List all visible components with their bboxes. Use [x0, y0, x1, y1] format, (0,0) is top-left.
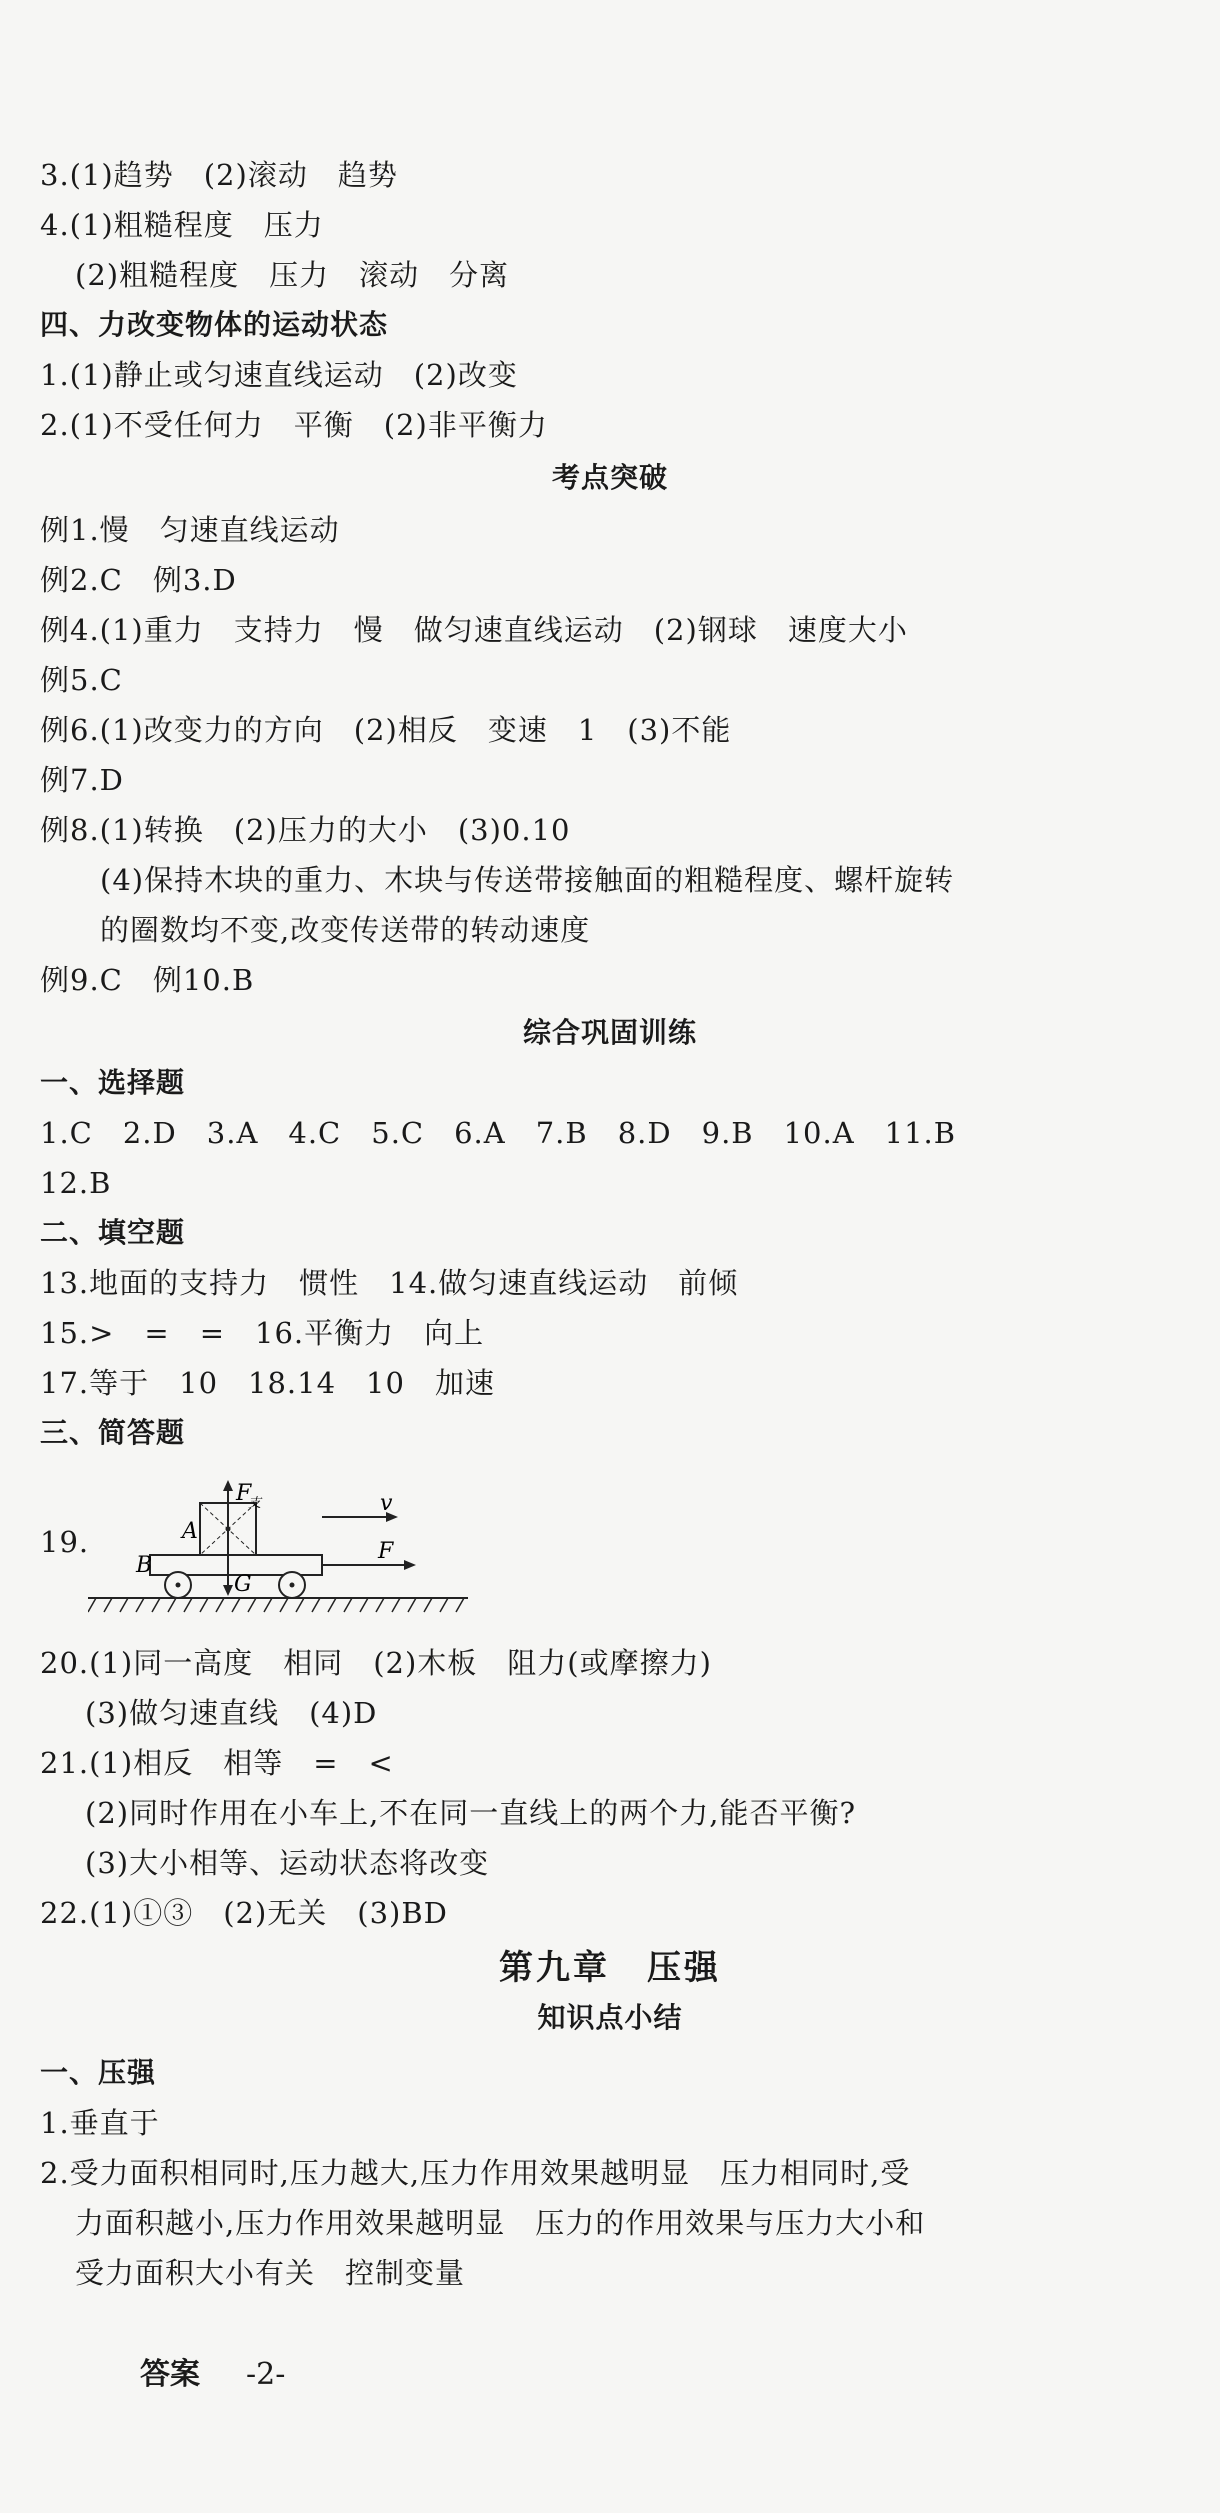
- example-answer: 例9.C 例10.B: [40, 963, 255, 997]
- answer-line: 受力面积大小有关 控制变量: [75, 2256, 466, 2290]
- question-number: 19.: [40, 1525, 90, 1559]
- section-heading: 一、压强: [40, 2056, 157, 2089]
- answer-line: 17.等于 10 18.14 10 加速: [40, 1366, 495, 1400]
- section-heading: 三、简答题: [40, 1416, 186, 1449]
- answer-line: (2)粗糙程度 压力 滚动 分离: [75, 258, 510, 292]
- answer-line: 15.> = = 16.平衡力 向上: [40, 1316, 485, 1350]
- example-answer: 的圈数均不变,改变传送带的转动速度: [100, 913, 591, 947]
- pull-force-label: F: [378, 1539, 394, 1564]
- example-answer: 例7.D: [40, 763, 124, 797]
- footer-answer-label: 答案: [140, 2357, 200, 2392]
- answer-line: 21.(1)相反 相等 = <: [40, 1746, 394, 1780]
- answer-line: (2)同时作用在小车上,不在同一直线上的两个力,能否平衡?: [85, 1796, 857, 1830]
- example-answer: 例1.慢 匀速直线运动: [40, 513, 340, 547]
- example-answer: 例6.(1)改变力的方向 (2)相反 变速 1 (3)不能: [40, 713, 732, 747]
- section-title: 综合巩固训练: [522, 1016, 697, 1049]
- answer-line: 20.(1)同一高度 相同 (2)木板 阻力(或摩擦力): [40, 1646, 712, 1680]
- answer-line: 1.(1)静止或匀速直线运动 (2)改变: [40, 358, 518, 392]
- page-number: -2-: [246, 2357, 286, 2392]
- answer-line: 12.B: [40, 1166, 112, 1200]
- force-diagram: [88, 1480, 478, 1620]
- ground-hatching: [88, 1598, 464, 1612]
- section-heading: 一、选择题: [40, 1066, 186, 1099]
- support-force-subscript: 支: [248, 1496, 262, 1511]
- section-title: 考点突破: [551, 461, 668, 494]
- example-answer: 例8.(1)转换 (2)压力的大小 (3)0.10: [40, 813, 571, 847]
- example-answer: (4)保持木块的重力、木块与传送带接触面的粗糙程度、螺杆旋转: [100, 863, 955, 897]
- answer-line: 1.垂直于: [40, 2106, 160, 2140]
- velocity-label: v: [380, 1491, 393, 1516]
- answer-line: 22.(1)①③ (2)无关 (3)BD: [40, 1896, 448, 1930]
- example-answer: 例5.C: [40, 663, 123, 697]
- cart-b-label: B: [136, 1553, 153, 1578]
- answer-line: 2.受力面积相同时,压力越大,压力作用效果越明显 压力相同时,受: [40, 2156, 911, 2190]
- answer-line: 2.(1)不受任何力 平衡 (2)非平衡力: [40, 408, 548, 442]
- answer-line: (3)大小相等、运动状态将改变: [85, 1846, 490, 1880]
- page-footer: [140, 2353, 285, 2397]
- section-heading: 四、力改变物体的运动状态: [40, 308, 389, 341]
- example-answer: 例2.C 例3.D: [40, 563, 237, 597]
- answer-line: 13.地面的支持力 惯性 14.做匀速直线运动 前倾: [40, 1266, 739, 1300]
- example-answer: 例4.(1)重力 支持力 慢 做匀速直线运动 (2)钢球 速度大小: [40, 613, 908, 647]
- gravity-label: G: [234, 1572, 252, 1597]
- answer-line: (3)做匀速直线 (4)D: [85, 1696, 378, 1730]
- answer-line: 1.C 2.D 3.A 4.C 5.C 6.A 7.B 8.D 9.B 10.A 11.B: [40, 1116, 957, 1150]
- section-heading: 二、填空题: [40, 1216, 186, 1249]
- answer-line: 3.(1)趋势 (2)滚动 趋势: [40, 158, 398, 192]
- chapter-title: 第九章 压强: [499, 1948, 721, 1988]
- block-a-label: A: [182, 1519, 198, 1544]
- section-title: 知识点小结: [537, 2001, 683, 2034]
- support-force-label: F: [236, 1481, 252, 1506]
- answer-line: 4.(1)粗糙程度 压力: [40, 208, 324, 242]
- answer-line: 力面积越小,压力作用效果越明显 压力的作用效果与压力大小和: [75, 2206, 926, 2240]
